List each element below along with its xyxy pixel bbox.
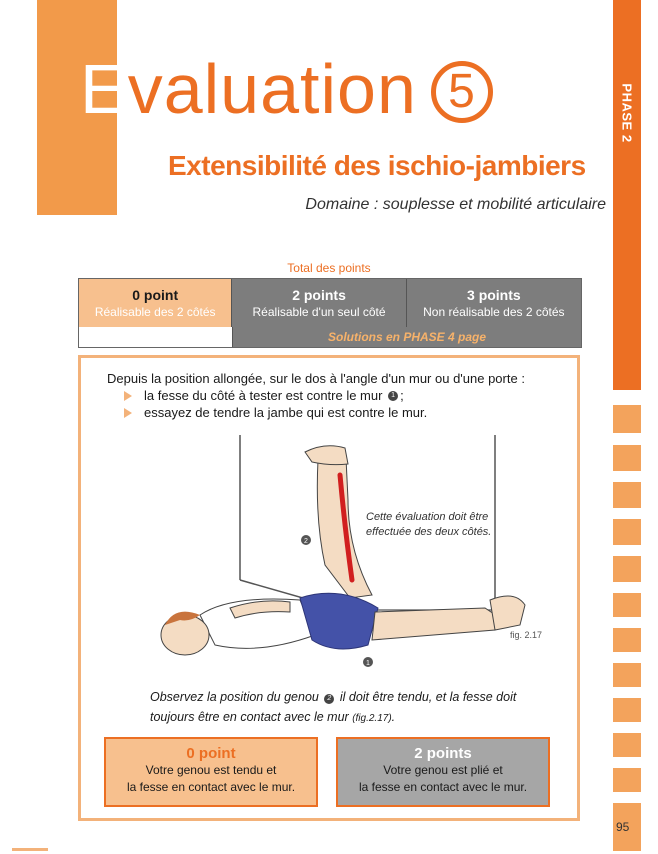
score-cell-0: 0 point Réalisable des 2 côtés [79,279,231,327]
page-title: Evaluation 5 [80,48,493,130]
result-box-2-points: 2 points Votre genou est plié et la fesse en contact avec le mur. [336,737,550,807]
side-square [613,768,641,792]
side-square [613,519,641,545]
evaluation-number-badge: 5 [431,61,493,123]
side-square [613,405,641,433]
stretch-illustration [140,430,560,680]
score-table [78,278,582,348]
score-cell-2: 2 points Réalisable d'un seul côté [231,279,405,327]
phase-band [613,0,641,390]
figure-note: Cette évaluation doit être effectuée des deux côtés. [366,511,492,538]
marker-2-icon: 2 [324,694,334,704]
marker-1-icon: 1 [388,391,398,401]
observation-text: Observez la position du genou 2 il doit être tendu, et la fesse doit toujours être en contact avec le mur (fig.2.17). [150,690,517,724]
score-cell-3: 3 points Non réalisable des 2 côtés [406,279,581,327]
footer-accent [12,848,48,851]
bullet-arrow-icon [124,408,132,418]
side-square [613,733,641,757]
domain-label: Domaine : souplesse et mobilité articulaire [305,196,606,213]
instruction-bullet: essayez de tendre la jambe qui est contre le mur. [124,405,427,420]
side-square [613,698,641,722]
bullet-arrow-icon [124,391,132,401]
instruction-intro: Depuis la position allongée, sur le dos à l'angle d'un mur ou d'une porte : [107,371,525,386]
page-subtitle: Extensibilité des ischio-jambiers [168,150,586,181]
figure-label: fig. 2.17 [510,630,543,640]
page-number: 95 [616,820,630,834]
side-square [613,482,641,508]
marker-1-label: 1 [366,660,370,667]
phase-label: PHASE 2 [619,83,635,143]
marker-2-label: 2 [304,538,308,545]
side-square [613,663,641,687]
side-square [613,556,641,582]
side-square [613,445,641,471]
total-points-label: Total des points [287,261,371,275]
instruction-bullet: la fesse du côté à tester est contre le mur 1 ; [124,388,404,403]
side-square [613,593,641,617]
side-square [613,628,641,652]
result-box-0-points: 0 point Votre genou est tendu et la fesse en contact avec le mur. [104,737,318,807]
solutions-link: Solutions en PHASE 4 page [232,327,581,347]
